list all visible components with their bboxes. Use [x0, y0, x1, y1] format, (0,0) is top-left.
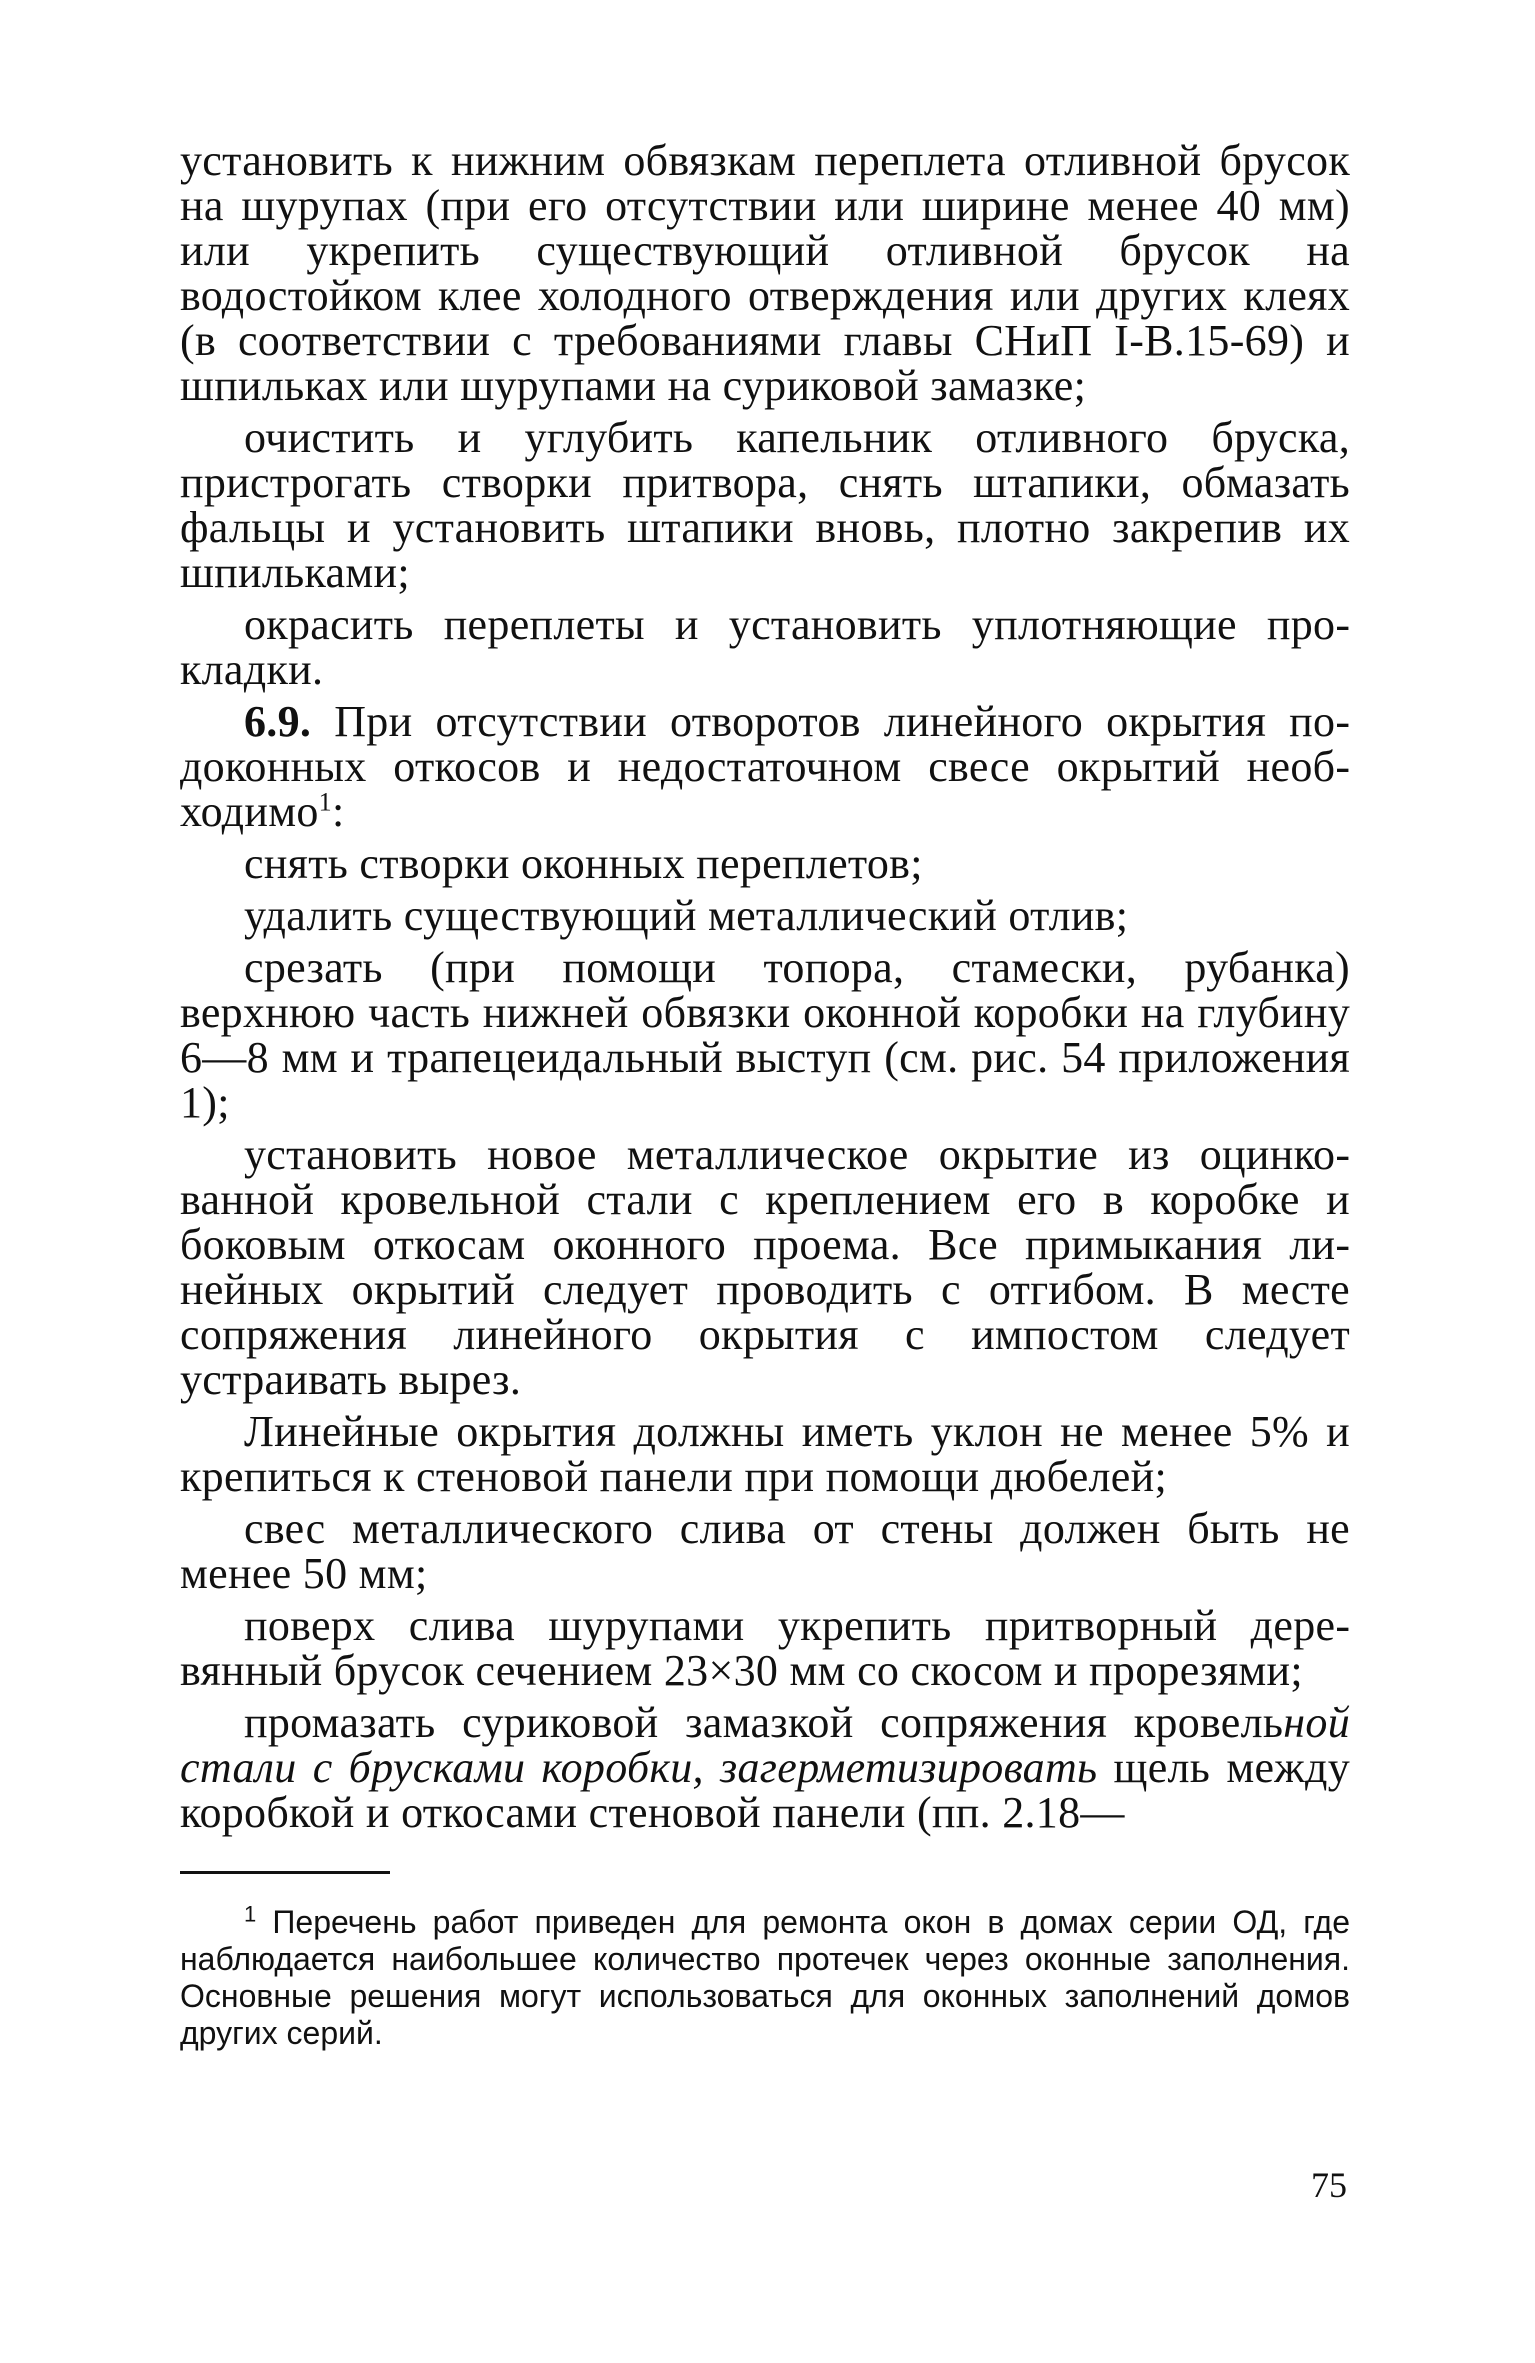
footnote [180, 1901, 1350, 2052]
paragraph [180, 415, 1350, 595]
section-paragraph [180, 699, 1350, 834]
page-number: 75 [1311, 2165, 1347, 2205]
footnote-divider [180, 1871, 390, 1874]
paragraph-text-tail: щель между коробкой и откосами стеновой панели (пп. 2.18— [180, 1743, 1350, 1837]
section-number: 6.9. [244, 697, 312, 746]
body-text [180, 138, 1350, 1835]
paragraph-text: установить к нижним обвязкам переплета отливной брусок на шурупах (при его отсутствии или ширине менее 40 мм) или укрепить существующий отливной брусок на водостойком клее холодного отверждения или других клеях (в соответствии с требованиями главы СНиП I-В.15-69) и шпильках или шурупами на суриковой замазке; [180, 136, 1350, 410]
paragraph-text: свес металлического слива от стены должен быть не менее 50 мм; [180, 1504, 1350, 1598]
paragraph-text: Линейные окрытия должны иметь уклон не менее 5% и крепиться к стеновой панели при помощи дюбелей; [180, 1407, 1350, 1501]
paragraph [180, 1700, 1350, 1835]
paragraph-text: очистить и углубить капельник отливного бруска, пристрогать створки притвора, снять штапики, обмазать фальцы и установить штапики вновь, плотно закрепив их шпильками; [180, 413, 1350, 597]
paragraph-text: окрасить переплеты и установить уплотняющие прокладки. [180, 600, 1350, 694]
paragraph-text: снять створки оконных переплетов; [244, 839, 923, 888]
paragraph-text-tail: : [331, 787, 345, 836]
footnote-text: Перечень работ приведен для ремонта окон в домах серии ОД, где наблюдается наибольшее количество протечек через оконные заполнения. Основные решения могут использоваться для оконных заполнений домов других серий. [180, 1904, 1350, 2051]
paragraph-text: установить новое металлическое окрытие из оцинкованной кровельной стали с креплением его в коробке и боковым откосам оконного проема. Все примыкания линейных окрытий следует проводить с отгибом. В месте сопряжения линейного окрытия с импостом следует устраивать вырез. [180, 1130, 1350, 1404]
paragraph-text: промазать суриковой замазкой сопряжения кровель [244, 1698, 1284, 1747]
paragraph [180, 1132, 1350, 1402]
paragraph [180, 1603, 1350, 1693]
footnote-reference[interactable]: 1 [318, 787, 332, 817]
paragraph-text: поверх слива шурупами укрепить притворный деревянный брусок сечением 23×30 мм со скосом и прорезями; [180, 1601, 1350, 1695]
paragraph [180, 1506, 1350, 1596]
paragraph [180, 138, 1350, 408]
paragraph-italic-text: ной стали с брусками коробки, загерметизировать [180, 1698, 1350, 1792]
footnote-marker: 1 [244, 1901, 257, 1927]
paragraph [180, 945, 1350, 1125]
paragraph [180, 841, 1350, 886]
paragraph-text: удалить существующий металлический отлив; [244, 891, 1129, 940]
paragraph [180, 602, 1350, 692]
paragraph [180, 893, 1350, 938]
paragraph-text: срезать (при помощи топора, стамески, рубанка) верхнюю часть нижней обвязки оконной коробки на глубину 6—8 мм и трапецеидальный выступ (см. рис. 54 приложения 1); [180, 943, 1350, 1127]
paragraph [180, 1409, 1350, 1499]
page-content [180, 138, 1350, 2052]
paragraph-text: При отсутствии отворотов линейного окрытия подоконных откосов и недостаточном свесе окрытий необходимо [180, 697, 1350, 836]
